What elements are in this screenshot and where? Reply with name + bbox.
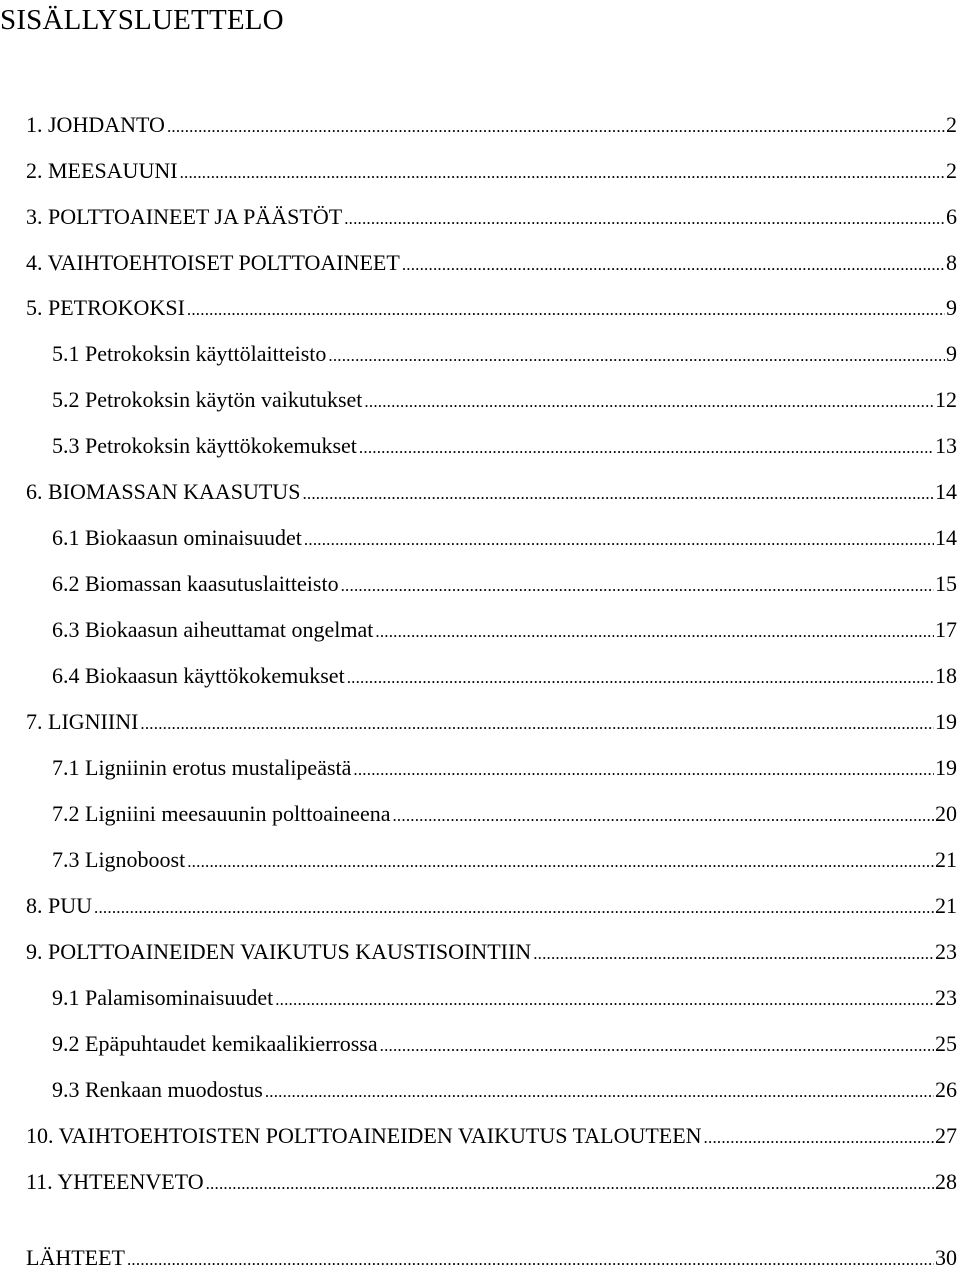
toc-page-number: 19 <box>935 755 957 780</box>
toc-entry-label: 9.2 Epäpuhtaudet kemikaalikierrossa <box>52 1031 378 1056</box>
toc-entry-label: 1. JOHDANTO <box>26 112 165 137</box>
toc-entry[interactable] <box>52 521 957 555</box>
toc-entry-label: 7. LIGNIINI <box>26 709 139 734</box>
toc-entry-label: 4. VAIHTOEHTOISET POLTTOAINEET <box>26 250 400 275</box>
toc-dot-leader <box>187 293 945 327</box>
toc-dot-leader <box>302 477 934 511</box>
toc-entry-label: 7.2 Ligniini meesauunin polttoaineena <box>52 801 391 826</box>
toc-entry-label: 11. YHTEENVETO <box>26 1169 204 1194</box>
toc-dot-leader <box>341 569 934 603</box>
toc-page-number: 2 <box>946 158 957 183</box>
toc-page-number: 25 <box>935 1031 957 1056</box>
toc-entry[interactable] <box>52 843 957 877</box>
toc-dot-leader <box>364 385 934 419</box>
toc-page-number: 14 <box>935 479 957 504</box>
toc-entry[interactable] <box>26 1165 957 1199</box>
toc-entry-label: 9.1 Palamisominaisuudet <box>52 985 274 1010</box>
toc-entry[interactable] <box>26 935 957 969</box>
toc-page-number: 17 <box>935 617 957 642</box>
toc-entry-label: 7.1 Ligniinin erotus mustalipeästä <box>52 755 352 780</box>
toc-page-number: 18 <box>935 663 957 688</box>
toc-entry[interactable] <box>26 889 957 923</box>
toc-entry-label: 5.2 Petrokoksin käytön vaikutukset <box>52 387 363 412</box>
toc-page-number: 28 <box>935 1169 957 1194</box>
toc-entry[interactable] <box>52 751 957 785</box>
toc-entry[interactable] <box>26 705 957 739</box>
toc-entry[interactable] <box>26 154 957 188</box>
toc-dot-leader <box>304 523 934 557</box>
toc-entry[interactable] <box>52 797 957 831</box>
toc-page-number: 12 <box>935 387 957 412</box>
toc-entry[interactable] <box>26 1241 957 1275</box>
toc-page-number: 9 <box>946 341 957 366</box>
toc-entry[interactable] <box>52 337 957 371</box>
toc-entry[interactable] <box>52 659 957 693</box>
toc-entry-label: 5. PETROKOKSI <box>26 295 185 320</box>
toc-page-number: 15 <box>935 571 957 596</box>
toc-entry[interactable] <box>26 1119 957 1153</box>
toc-dot-leader <box>167 110 945 144</box>
toc-entry-label: 5.1 Petrokoksin käyttölaitteisto <box>52 341 327 366</box>
toc-dot-leader <box>94 891 934 925</box>
toc-entry-label: 2. MEESAUUNI <box>26 158 178 183</box>
toc-page-number: 27 <box>935 1123 957 1148</box>
toc-dot-leader <box>359 431 934 465</box>
page-title: SISÄLLYSLUETTELO <box>0 4 284 36</box>
toc-entry[interactable] <box>52 1027 957 1061</box>
toc-entry[interactable] <box>52 429 957 463</box>
toc-entry-label: 6. BIOMASSAN KAASUTUS <box>26 479 301 504</box>
toc-page-number: 8 <box>946 250 957 275</box>
toc-dot-leader <box>704 1121 934 1155</box>
toc-entry-label: 7.3 Lignoboost <box>52 847 186 872</box>
toc-dot-leader <box>187 845 934 879</box>
toc-entry[interactable] <box>26 108 957 142</box>
toc-entry-label: 9. POLTTOAINEIDEN VAIKUTUS KAUSTISOINTIIN <box>26 939 532 964</box>
toc-page-number: 20 <box>935 801 957 826</box>
toc-dot-leader <box>206 1167 934 1201</box>
toc-entry-label: 6.3 Biokaasun aiheuttamat ongelmat <box>52 617 374 642</box>
toc-entry[interactable] <box>26 475 957 509</box>
toc-entry[interactable] <box>26 291 957 325</box>
toc-dot-leader <box>140 707 934 741</box>
toc-dot-leader <box>275 983 934 1017</box>
toc-page-number: 26 <box>935 1077 957 1102</box>
toc-entry[interactable] <box>26 246 957 280</box>
toc-page-number: 19 <box>935 709 957 734</box>
toc-dot-leader <box>344 202 945 236</box>
toc-dot-leader <box>328 339 945 373</box>
toc-entry-label: 6.2 Biomassan kaasutuslaitteisto <box>52 571 339 596</box>
toc-page-number: 13 <box>935 433 957 458</box>
toc-entry[interactable] <box>52 1073 957 1107</box>
toc-page-number: 2 <box>946 112 957 137</box>
toc-entry-label: 8. PUU <box>26 893 93 918</box>
toc-entry-label: 5.3 Petrokoksin käyttökokemukset <box>52 433 357 458</box>
toc-entry-label: 6.1 Biokaasun ominaisuudet <box>52 525 302 550</box>
toc-entry-label: 10. VAIHTOEHTOISTEN POLTTOAINEIDEN VAIKUTUS TALOUTEEN <box>26 1123 702 1148</box>
toc-dot-leader <box>265 1075 934 1109</box>
toc-page-number: 21 <box>935 847 957 872</box>
toc-dot-leader <box>533 937 934 971</box>
toc-page-number: 9 <box>946 295 957 320</box>
toc-entry[interactable] <box>52 567 957 601</box>
toc-entry[interactable] <box>52 383 957 417</box>
toc-dot-leader <box>347 661 934 695</box>
toc-dot-leader <box>127 1243 934 1277</box>
toc-entry[interactable] <box>26 200 957 234</box>
toc-entry-label: LÄHTEET <box>26 1245 125 1270</box>
toc-dot-leader <box>402 248 945 282</box>
toc-page-number: 6 <box>946 204 957 229</box>
toc-dot-leader <box>353 753 934 787</box>
toc-entry-label: 3. POLTTOAINEET JA PÄÄSTÖT <box>26 204 343 229</box>
toc-entry[interactable] <box>52 613 957 647</box>
toc-page-number: 21 <box>935 893 957 918</box>
toc-page-number: 23 <box>935 985 957 1010</box>
toc-dot-leader <box>392 799 934 833</box>
toc-entry-label: 9.3 Renkaan muodostus <box>52 1077 263 1102</box>
toc-entry[interactable] <box>52 981 957 1015</box>
toc-dot-leader <box>375 615 934 649</box>
toc-entry-label: 6.4 Biokaasun käyttökokemukset <box>52 663 345 688</box>
toc-page-number: 23 <box>935 939 957 964</box>
toc-page-number: 30 <box>935 1245 957 1270</box>
toc-dot-leader <box>380 1029 934 1063</box>
toc-dot-leader <box>180 156 945 190</box>
toc-page-number: 14 <box>935 525 957 550</box>
